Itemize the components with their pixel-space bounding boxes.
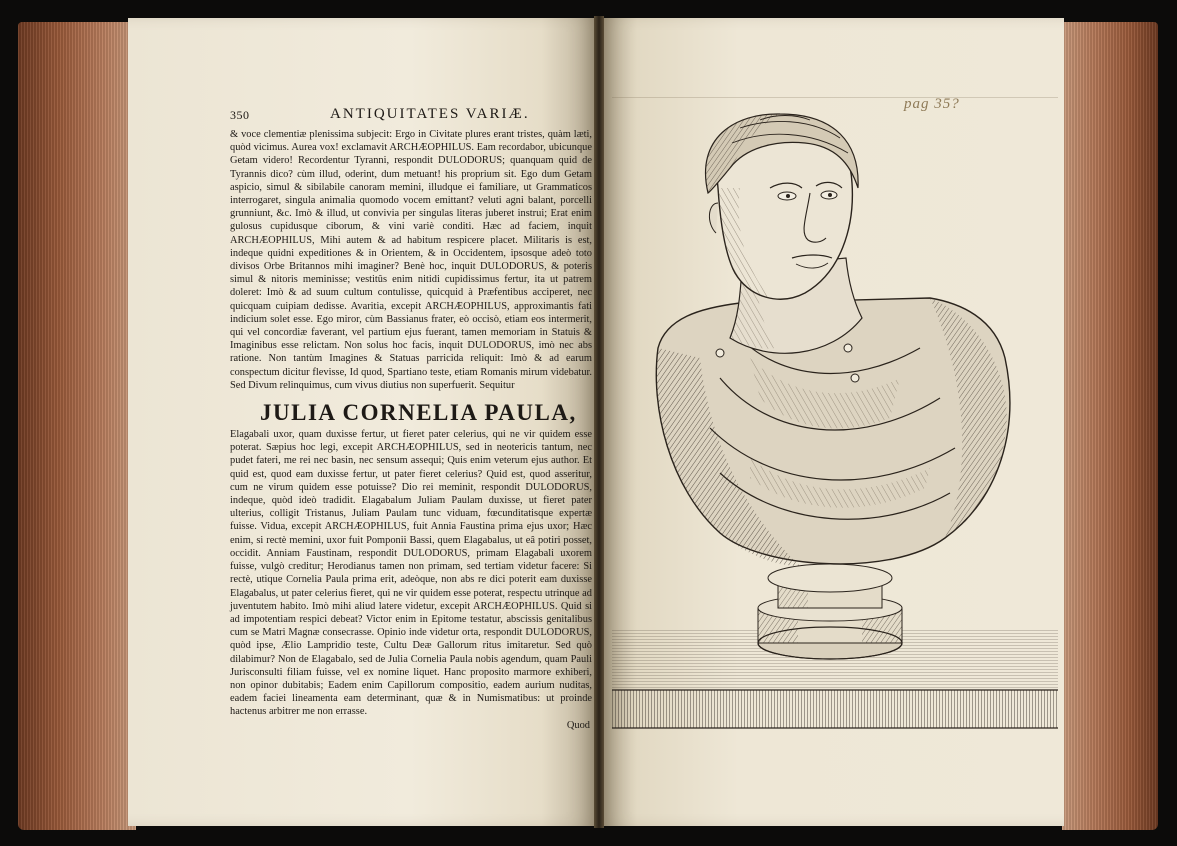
running-head bbox=[230, 108, 592, 128]
catchword: Quod bbox=[566, 719, 590, 731]
right-page-edges bbox=[1062, 22, 1158, 830]
section-heading: JULIA CORNELIA PAULA, bbox=[260, 400, 577, 426]
running-title: ANTIQUITATES VARIÆ. bbox=[330, 106, 530, 122]
left-page-text-block bbox=[230, 108, 592, 732]
paragraph-2: Elagabali uxor, quam duxisse fertur, ut fieret pater celerius, qui ne vir quidem esse poterat. Sæpius hoc legi, excepit ARCHÆOPHILUS, sed in neotericis tantum, nec pudet fateri, me rei nec basin, nec sensum assequi; Quis enim veterum ejus author. Et quid est, quod eam duxisse fertur, ut pater fieret celerius? Quid est, quod asseritur, cum ne virum quidem esse potuisse? Dio rei meminit, respondit DULODORUS, indeque, quòd ideò tradidit. Elagabalum Juliam Paulam duxisse, ut fieret pater ulterius, colligit Tristanus, Juliam Paulam tunc viduam, fœcunditatisque expertæ fuisse. Vidua, excepit ARCHÆOPHILUS, fuit Annia Faustina prima ejus uxor; Hæc enim, si rectè memini, uxor fuit Pomponii Bassi, quem Elagabalus, ut eâ potiri posset, occidit. Anniam Faustinam, respondit DULODORUS, primam Elagabali uxorem fuisse, vulgò creditur; Herodianus tamen non primam, sed tertiam videtur facere: Si rectè, utique Cornelia Paula prima erit, adeòque, non abs re dici poterit eam duxisse Elagabalus, ut pater celerius fieret, qui ne vir quidem esse poterat, respectu utrinque ad juventutem habito. Imò mihi aliud latere videtur, excepit ARCHÆOPHILUS. Quid si ad impotentiam respici debeat? Victor enim in Epitome testatur, abscissis genitalibus cum se Matri Magnæ consecrasse. Opinio inde videtur orta, respondit DULODORUS, quòd ipse, Ælio Lampridio teste, Cultu Deæ Gallorum ritus imitaretur. Sed quò dilabimur? Non de Elagabalo, sed de Julia Cornelia Paula nobis agendum, quam Pauli Jurisconsulti filiam fuisse, vel ex nomine liquet. Hanc proposito marmore exhiberi, non opinor dubitabis; Eadem enim Capillorum compositio, eadem aurium nuditas, eadem faciei lineamenta eam determinant, quæ & in Numismatibus: ut proinde hactenus arbitrer me non errasse. bbox=[230, 429, 592, 718]
bust-engraving bbox=[600, 18, 1064, 826]
bust-pedestal bbox=[758, 564, 902, 659]
page-number: 350 bbox=[230, 108, 250, 122]
paragraph-1: & voce clementiæ plenissima subjecit: Ergo in Civitate plures erant tristes, quàm læti, quòd vicimus. Aurea vox! exclamavit ARCHÆOPHILUS. Eam recordabor, ubicunque Getam videro! Recordentur Tyranni, respondit DULODORUS; quanquam quid de Tyrannis dico? cùm illud, oderint, dum metuant! his proprium sit. Ego dum Getam aspicio, simul & sibilabile canoram memini, illudque ei familiare, ut Grammaticos interrogaret, singula animalia quomodo vocem emittant? veluti agni balant, porcelli grunniunt, &c. Imò & illud, ut convivia per singulas literas juberet instrui; Erat enim gulosus cupidusque ciborum, & vini variè conditi. Hæc ad faciem, inquit ARCHÆOPHILUS, Mihi autem & ad habitum respicere placet. Militaris is est, indeque quidni expeditiones & in Orientem, & in Occidentem, ipsosque adeò toto divisos Orbe Britannos mihi imaginer? Benè hoc, inquit DULODORUS, & poteris simul & nitoris meminisse; vestitûs enim nitidi cupidissimus fertur, ita ut patrem doleret: Imò & ad suum cultum contulisse, quicquid à Præfentibus acciperet, nec quicquam cuipiam dedisse. Avaritia, excepit ARCHÆOPHILUS, approximantis fati indicium solet esse. Ego miror, cùm Bassianus frater, eò occisò, etiam eos intermerit, qui vel concordiæ faverant, vel partium ejus fuerant, tamen memoriam in Statuis & Imaginibus esse relictam. Non solus hoc facis, inquit DULODORUS, imò nec abs ratione. Non tantùm Imagines & Statuas parricida reliquit: Imò & ad earum conspectum dicitur flevisse, Id quod, Spartiano teste, etiam Romanis mirum videbatur. Sed Divum relinquimus, cum vivus diutius non superfuerit. Sequitur bbox=[230, 129, 592, 391]
plate-page-reference: pag 35? bbox=[904, 96, 960, 112]
left-page-edges bbox=[18, 22, 136, 830]
